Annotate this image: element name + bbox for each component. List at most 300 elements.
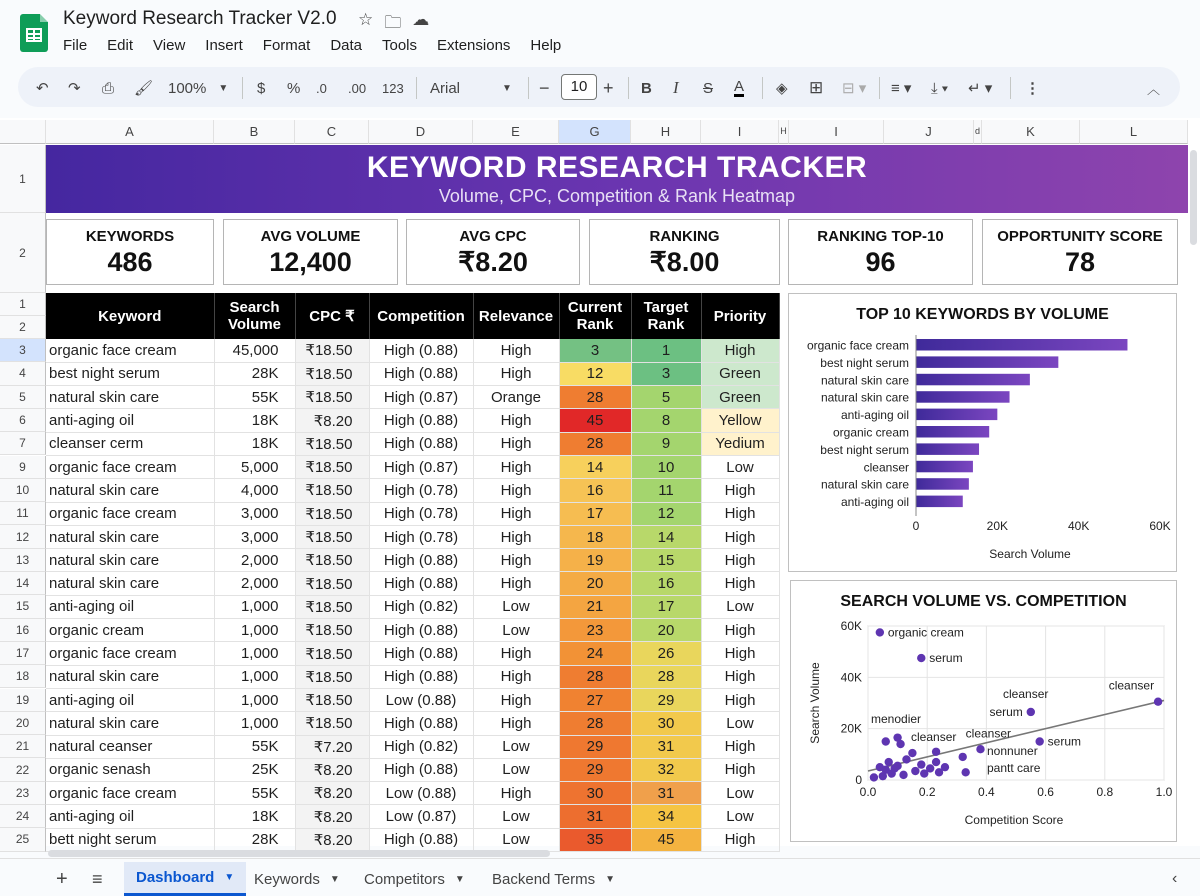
borders-icon[interactable]: ⊞ [809, 78, 824, 97]
cell-keyword[interactable]: organic face cream [46, 339, 214, 362]
cell-relevance[interactable]: High [473, 782, 559, 805]
bar[interactable] [916, 374, 1030, 386]
cell-keyword[interactable]: anti-aging oil [46, 688, 214, 711]
row-header[interactable]: 17 [0, 642, 46, 665]
scatter-point[interactable] [959, 753, 967, 761]
row-header[interactable]: 15 [0, 595, 46, 618]
column-header[interactable]: K [982, 120, 1080, 144]
row-header[interactable]: 19 [0, 689, 46, 712]
row-header[interactable]: 2 [0, 213, 46, 293]
cell-keyword[interactable]: organic cream [46, 619, 214, 642]
cell-competition[interactable]: High (0.88) [369, 549, 473, 572]
bar-chart-panel[interactable] [788, 293, 1177, 572]
scroll-tabs-left-icon[interactable]: ‹ [1172, 870, 1178, 887]
cell-volume[interactable]: 55K [214, 386, 295, 409]
column-header[interactable]: d [974, 120, 982, 144]
tab-competitors[interactable] [352, 862, 477, 896]
row-header[interactable]: 13 [0, 549, 46, 572]
cell-relevance[interactable]: Low [473, 758, 559, 781]
cell-cpc[interactable]: ₹18.50 [295, 386, 369, 409]
cell-priority[interactable]: High [701, 642, 779, 665]
cell-cpc[interactable]: ₹8.20 [295, 409, 369, 432]
cell-target[interactable]: 31 [631, 782, 701, 805]
cell-relevance[interactable]: High [473, 409, 559, 432]
cell-relevance[interactable]: High [473, 642, 559, 665]
cell-target[interactable]: 9 [631, 432, 701, 455]
cell-relevance[interactable]: High [473, 665, 559, 688]
cell-priority[interactable]: Low [701, 455, 779, 478]
cell-priority[interactable]: Green [701, 362, 779, 385]
paint-format-icon[interactable]: 🖌 [134, 80, 154, 97]
cell-current[interactable]: 21 [559, 595, 631, 618]
cell-keyword[interactable]: anti-aging oil [46, 409, 214, 432]
cell-relevance[interactable]: Low [473, 828, 559, 851]
row-header[interactable]: 11 [0, 502, 46, 525]
cell-priority[interactable]: High [701, 572, 779, 595]
cell-cpc[interactable]: ₹18.50 [295, 712, 369, 735]
cell-competition[interactable]: Low (0.88) [369, 782, 473, 805]
cell-cpc[interactable]: ₹18.50 [295, 502, 369, 525]
bar[interactable] [916, 426, 989, 438]
scatter-point[interactable] [911, 767, 919, 775]
cell-priority[interactable]: High [701, 339, 779, 362]
cell-volume[interactable]: 28K [214, 362, 295, 385]
bold-icon[interactable]: B [641, 79, 652, 97]
cell-relevance[interactable]: High [473, 455, 559, 478]
cell-priority[interactable]: High [701, 735, 779, 758]
scatter-point[interactable] [879, 772, 887, 780]
tab-backend-terms[interactable] [480, 862, 627, 896]
scatter-point[interactable] [976, 745, 984, 753]
row-header[interactable]: 10 [0, 479, 46, 502]
cell-volume[interactable]: 1,000 [214, 712, 295, 735]
cell-cpc[interactable]: ₹18.50 [295, 642, 369, 665]
menu-view[interactable]: View [153, 37, 186, 54]
scatter-point[interactable] [917, 760, 925, 768]
cell-keyword[interactable]: natural skin care [46, 386, 214, 409]
cell-volume[interactable]: 1,000 [214, 595, 295, 618]
scatter-point[interactable] [926, 764, 934, 772]
font-size-input[interactable]: 10 [561, 74, 597, 100]
cell-volume[interactable]: 18K [214, 805, 295, 828]
row-header[interactable]: 2 [0, 316, 46, 339]
cell-keyword[interactable]: organic face cream [46, 502, 214, 525]
row-header[interactable]: 14 [0, 572, 46, 595]
cell-priority[interactable]: High [701, 688, 779, 711]
cell-volume[interactable]: 1,000 [214, 665, 295, 688]
undo-icon[interactable]: ↶ [36, 80, 49, 97]
cell-priority[interactable]: Low [701, 805, 779, 828]
cloud-status-icon[interactable]: ☁ [412, 10, 430, 29]
cell-priority[interactable]: High [701, 828, 779, 851]
row-header[interactable]: 3 [0, 339, 46, 362]
scatter-chart-panel[interactable] [790, 580, 1177, 842]
tab-keywords[interactable] [242, 862, 352, 896]
currency-format-button[interactable]: $ [257, 79, 266, 97]
cell-competition[interactable]: High (0.88) [369, 572, 473, 595]
column-header[interactable]: G [559, 120, 631, 144]
cell-relevance[interactable]: Orange [473, 386, 559, 409]
cell-keyword[interactable]: natural skin care [46, 479, 214, 502]
menu-format[interactable]: Format [262, 37, 311, 54]
cell-keyword[interactable]: natural skin care [46, 525, 214, 548]
row-header[interactable]: 18 [0, 665, 46, 688]
tab-dashboard[interactable] [124, 862, 246, 896]
text-wrap-icon[interactable]: ↵ ▾ [968, 80, 993, 97]
bar[interactable] [916, 391, 1010, 403]
cell-target[interactable]: 10 [631, 455, 701, 478]
cell-target[interactable]: 31 [631, 735, 701, 758]
cell-relevance[interactable]: High [473, 339, 559, 362]
cell-cpc[interactable]: ₹18.50 [295, 549, 369, 572]
cell-keyword[interactable]: anti-aging oil [46, 805, 214, 828]
cell-keyword[interactable]: organic senash [46, 758, 214, 781]
cell-target[interactable]: 30 [631, 712, 701, 735]
cell-cpc[interactable]: ₹18.50 [295, 432, 369, 455]
cell-volume[interactable]: 55K [214, 735, 295, 758]
cell-current[interactable]: 19 [559, 549, 631, 572]
column-header[interactable]: C [295, 120, 369, 144]
menu-tools[interactable]: Tools [382, 37, 418, 54]
cell-competition[interactable]: Low (0.87) [369, 805, 473, 828]
column-header[interactable]: H [779, 120, 789, 144]
cell-target[interactable]: 5 [631, 386, 701, 409]
cell-volume[interactable]: 3,000 [214, 525, 295, 548]
cell-relevance[interactable]: High [473, 525, 559, 548]
row-header[interactable]: 12 [0, 525, 46, 548]
cell-keyword[interactable]: natural skin care [46, 549, 214, 572]
cell-volume[interactable]: 5,000 [214, 455, 295, 478]
cell-competition[interactable]: High (0.88) [369, 409, 473, 432]
scatter-point[interactable] [896, 740, 904, 748]
horizontal-align-icon[interactable]: ≡ ▾ [891, 80, 912, 97]
increase-decimal-button[interactable]: .00 [348, 80, 367, 96]
cell-priority[interactable]: Low [701, 595, 779, 618]
cell-target[interactable]: 8 [631, 409, 701, 432]
cell-current[interactable]: 31 [559, 805, 631, 828]
bar[interactable] [916, 461, 973, 473]
row-header[interactable]: 16 [0, 619, 46, 642]
vertical-align-icon[interactable]: ⤓ ▾ [931, 79, 949, 97]
scatter-point[interactable] [876, 628, 884, 636]
scatter-point[interactable] [890, 764, 898, 772]
cell-relevance[interactable]: Low [473, 595, 559, 618]
cell-current[interactable]: 28 [559, 386, 631, 409]
row-header[interactable]: 6 [0, 409, 46, 432]
decrease-font-size-button[interactable]: − [539, 77, 550, 98]
cell-relevance[interactable]: High [473, 712, 559, 735]
row-header[interactable]: 21 [0, 735, 46, 758]
fill-color-icon[interactable]: ◈ [776, 80, 788, 97]
cell-relevance[interactable]: Low [473, 619, 559, 642]
cell-volume[interactable]: 1,000 [214, 642, 295, 665]
bar[interactable] [916, 339, 1127, 351]
cell-competition[interactable]: High (0.88) [369, 712, 473, 735]
print-icon[interactable]: ⎙ [102, 79, 115, 97]
column-header[interactable]: J [884, 120, 974, 144]
cell-relevance[interactable]: High [473, 688, 559, 711]
cell-keyword[interactable]: organic face cream [46, 642, 214, 665]
cell-current[interactable]: 14 [559, 455, 631, 478]
cell-competition[interactable]: High (0.82) [369, 595, 473, 618]
cell-priority[interactable]: Low [701, 712, 779, 735]
cell-keyword[interactable]: best night serum [46, 362, 214, 385]
cell-relevance[interactable]: Low [473, 735, 559, 758]
strikethrough-icon[interactable]: S [703, 79, 714, 97]
scatter-point[interactable] [932, 758, 940, 766]
cell-keyword[interactable]: natural skin care [46, 712, 214, 735]
select-all-corner[interactable] [0, 120, 46, 144]
cell-volume[interactable]: 18K [214, 432, 295, 455]
cell-competition[interactable]: High (0.87) [369, 386, 473, 409]
cell-priority[interactable]: High [701, 525, 779, 548]
cell-target[interactable]: 20 [631, 619, 701, 642]
cell-current[interactable]: 35 [559, 828, 631, 851]
cell-current[interactable]: 29 [559, 758, 631, 781]
menu-edit[interactable]: Edit [107, 37, 134, 54]
cell-competition[interactable]: High (0.78) [369, 479, 473, 502]
cell-target[interactable]: 14 [631, 525, 701, 548]
collapse-toolbar-icon[interactable]: ︿ [1147, 81, 1161, 97]
scatter-point[interactable] [1027, 708, 1035, 716]
cell-competition[interactable]: High (0.88) [369, 619, 473, 642]
cell-volume[interactable]: 45,000 [214, 339, 295, 362]
cell-priority[interactable]: Low [701, 782, 779, 805]
scatter-point[interactable] [932, 748, 940, 756]
cell-current[interactable]: 24 [559, 642, 631, 665]
cell-current[interactable]: 28 [559, 712, 631, 735]
cell-competition[interactable]: High (0.88) [369, 642, 473, 665]
cell-competition[interactable]: High (0.88) [369, 828, 473, 851]
row-header[interactable]: 9 [0, 456, 46, 479]
star-icon[interactable]: ☆ [358, 10, 374, 29]
bar[interactable] [916, 356, 1058, 368]
cell-current[interactable]: 12 [559, 362, 631, 385]
scatter-point[interactable] [870, 773, 878, 781]
cell-competition[interactable]: High (0.88) [369, 339, 473, 362]
more-formats-button[interactable]: 123 [382, 80, 404, 96]
cell-competition[interactable]: High (0.88) [369, 665, 473, 688]
cell-keyword[interactable]: organic face cream [46, 455, 214, 478]
cell-volume[interactable]: 3,000 [214, 502, 295, 525]
cell-competition[interactable]: High (0.87) [369, 455, 473, 478]
cell-relevance[interactable]: Low [473, 805, 559, 828]
sheets-logo-icon[interactable] [20, 14, 48, 52]
document-title[interactable]: Keyword Research Tracker V2.0 [63, 8, 337, 29]
column-header[interactable]: B [214, 120, 295, 144]
cell-cpc[interactable]: ₹18.50 [295, 339, 369, 362]
scatter-point[interactable] [902, 755, 910, 763]
scatter-point[interactable] [882, 737, 890, 745]
more-options-icon[interactable]: ⋮ [1025, 80, 1040, 97]
cell-volume[interactable]: 1,000 [214, 688, 295, 711]
cell-target[interactable]: 3 [631, 362, 701, 385]
cell-priority[interactable]: High [701, 549, 779, 572]
cell-current[interactable]: 28 [559, 665, 631, 688]
bar[interactable] [916, 443, 979, 455]
cell-volume[interactable]: 4,000 [214, 479, 295, 502]
menu-insert[interactable]: Insert [205, 37, 243, 54]
menu-data[interactable]: Data [330, 37, 362, 54]
bar[interactable] [916, 409, 997, 421]
cell-volume[interactable]: 1,000 [214, 619, 295, 642]
cell-volume[interactable]: 2,000 [214, 572, 295, 595]
bar[interactable] [916, 496, 963, 508]
cell-current[interactable]: 16 [559, 479, 631, 502]
column-header[interactable]: E [473, 120, 559, 144]
row-header[interactable]: 1 [0, 145, 46, 213]
cell-cpc[interactable]: ₹18.50 [295, 595, 369, 618]
cell-cpc[interactable]: ₹18.50 [295, 525, 369, 548]
cell-relevance[interactable]: High [473, 572, 559, 595]
cell-current[interactable]: 28 [559, 432, 631, 455]
cell-current[interactable]: 30 [559, 782, 631, 805]
cell-keyword[interactable]: anti-aging oil [46, 595, 214, 618]
scatter-point[interactable] [908, 749, 916, 757]
cell-cpc[interactable]: ₹8.20 [295, 758, 369, 781]
cell-target[interactable]: 15 [631, 549, 701, 572]
cell-priority[interactable]: High [701, 479, 779, 502]
cell-target[interactable]: 28 [631, 665, 701, 688]
cell-competition[interactable]: High (0.88) [369, 362, 473, 385]
cell-current[interactable]: 45 [559, 409, 631, 432]
increase-font-size-button[interactable]: + [603, 77, 614, 98]
cell-volume[interactable]: 28K [214, 828, 295, 851]
cell-target[interactable]: 12 [631, 502, 701, 525]
cell-volume[interactable]: 18K [214, 409, 295, 432]
all-sheets-menu-icon[interactable]: ≡ [92, 868, 103, 889]
zoom-select[interactable] [168, 78, 228, 98]
cell-cpc[interactable]: ₹7.20 [295, 735, 369, 758]
cell-relevance[interactable]: High [473, 502, 559, 525]
horizontal-scrollbar[interactable] [48, 850, 550, 857]
cell-current[interactable]: 20 [559, 572, 631, 595]
cell-priority[interactable]: High [701, 758, 779, 781]
cell-target[interactable]: 34 [631, 805, 701, 828]
cell-target[interactable]: 45 [631, 828, 701, 851]
cell-keyword[interactable]: natural skin care [46, 572, 214, 595]
cell-cpc[interactable]: ₹8.20 [295, 828, 369, 851]
cell-competition[interactable]: Low (0.88) [369, 688, 473, 711]
cell-priority[interactable]: High [701, 502, 779, 525]
column-header[interactable]: H [631, 120, 701, 144]
cell-cpc[interactable]: ₹18.50 [295, 479, 369, 502]
cell-competition[interactable]: High (0.82) [369, 735, 473, 758]
cell-current[interactable]: 29 [559, 735, 631, 758]
cell-keyword[interactable]: organic face cream [46, 782, 214, 805]
scatter-point[interactable] [899, 771, 907, 779]
cell-current[interactable]: 3 [559, 339, 631, 362]
cell-priority[interactable]: Yedium [701, 432, 779, 455]
cell-competition[interactable]: High (0.78) [369, 525, 473, 548]
vertical-scrollbar[interactable] [1190, 150, 1197, 245]
scatter-point[interactable] [917, 654, 925, 662]
cell-current[interactable]: 17 [559, 502, 631, 525]
row-header[interactable]: 25 [0, 828, 46, 851]
cell-volume[interactable]: 55K [214, 782, 295, 805]
cell-keyword[interactable]: bett night serum [46, 828, 214, 851]
cell-volume[interactable]: 2,000 [214, 549, 295, 572]
add-sheet-button[interactable]: + [56, 867, 68, 890]
row-header[interactable]: 24 [0, 805, 46, 828]
cell-competition[interactable]: High (0.78) [369, 502, 473, 525]
row-header[interactable]: 1 [0, 293, 46, 316]
cell-cpc[interactable]: ₹8.20 [295, 805, 369, 828]
cell-target[interactable]: 11 [631, 479, 701, 502]
cell-current[interactable]: 23 [559, 619, 631, 642]
italic-icon[interactable]: I [673, 78, 679, 97]
cell-keyword[interactable]: natural ceanser [46, 735, 214, 758]
bar[interactable] [916, 478, 969, 490]
cell-cpc[interactable]: ₹18.50 [295, 665, 369, 688]
cell-cpc[interactable]: ₹18.50 [295, 362, 369, 385]
cell-cpc[interactable]: ₹18.50 [295, 619, 369, 642]
cell-competition[interactable]: High (0.88) [369, 432, 473, 455]
decrease-decimal-button[interactable]: .0 [316, 80, 327, 96]
cell-relevance[interactable]: High [473, 432, 559, 455]
menu-file[interactable]: File [63, 37, 88, 54]
cell-target[interactable]: 17 [631, 595, 701, 618]
column-header[interactable]: D [369, 120, 473, 144]
cell-cpc[interactable]: ₹8.20 [295, 782, 369, 805]
row-header[interactable]: 5 [0, 386, 46, 409]
column-header[interactable]: I [789, 120, 884, 144]
cell-priority[interactable]: Yellow [701, 409, 779, 432]
column-header[interactable]: L [1080, 120, 1188, 144]
cell-relevance[interactable]: High [473, 549, 559, 572]
column-header[interactable]: A [46, 120, 214, 144]
cell-target[interactable]: 16 [631, 572, 701, 595]
scatter-point[interactable] [941, 763, 949, 771]
cell-current[interactable]: 27 [559, 688, 631, 711]
text-color-icon[interactable]: A [734, 78, 744, 97]
row-header[interactable]: 7 [0, 432, 46, 455]
menu-help[interactable]: Help [530, 37, 562, 54]
percent-format-button[interactable]: % [287, 79, 301, 97]
cell-target[interactable]: 1 [631, 339, 701, 362]
row-header[interactable]: 20 [0, 712, 46, 735]
scatter-point[interactable] [885, 758, 893, 766]
cell-priority[interactable]: Green [701, 386, 779, 409]
cell-relevance[interactable]: High [473, 479, 559, 502]
cell-volume[interactable]: 25K [214, 758, 295, 781]
cell-priority[interactable]: High [701, 665, 779, 688]
row-header[interactable]: 22 [0, 758, 46, 781]
cell-priority[interactable]: High [701, 619, 779, 642]
column-header[interactable]: I [701, 120, 779, 144]
row-header[interactable]: 23 [0, 782, 46, 805]
cell-keyword[interactable]: natural skin care [46, 665, 214, 688]
cell-competition[interactable]: High (0.88) [369, 758, 473, 781]
menu-extensions[interactable]: Extensions [437, 37, 511, 54]
merge-cells-icon[interactable]: ⊟ ▾ [842, 80, 867, 97]
redo-icon[interactable]: ↷ [68, 80, 81, 97]
cell-target[interactable]: 29 [631, 688, 701, 711]
cell-cpc[interactable]: ₹18.50 [295, 455, 369, 478]
cell-keyword[interactable]: cleanser cerm [46, 432, 214, 455]
cell-cpc[interactable]: ₹18.50 [295, 688, 369, 711]
cell-cpc[interactable]: ₹18.50 [295, 572, 369, 595]
cell-current[interactable]: 18 [559, 525, 631, 548]
cell-target[interactable]: 32 [631, 758, 701, 781]
move-folder-icon[interactable]: 🗀 [384, 13, 402, 32]
cell-target[interactable]: 26 [631, 642, 701, 665]
font-select[interactable] [430, 78, 512, 98]
scatter-point[interactable] [961, 768, 969, 776]
cell-relevance[interactable]: High [473, 362, 559, 385]
row-header[interactable]: 4 [0, 362, 46, 385]
scatter-point[interactable] [1154, 698, 1162, 706]
